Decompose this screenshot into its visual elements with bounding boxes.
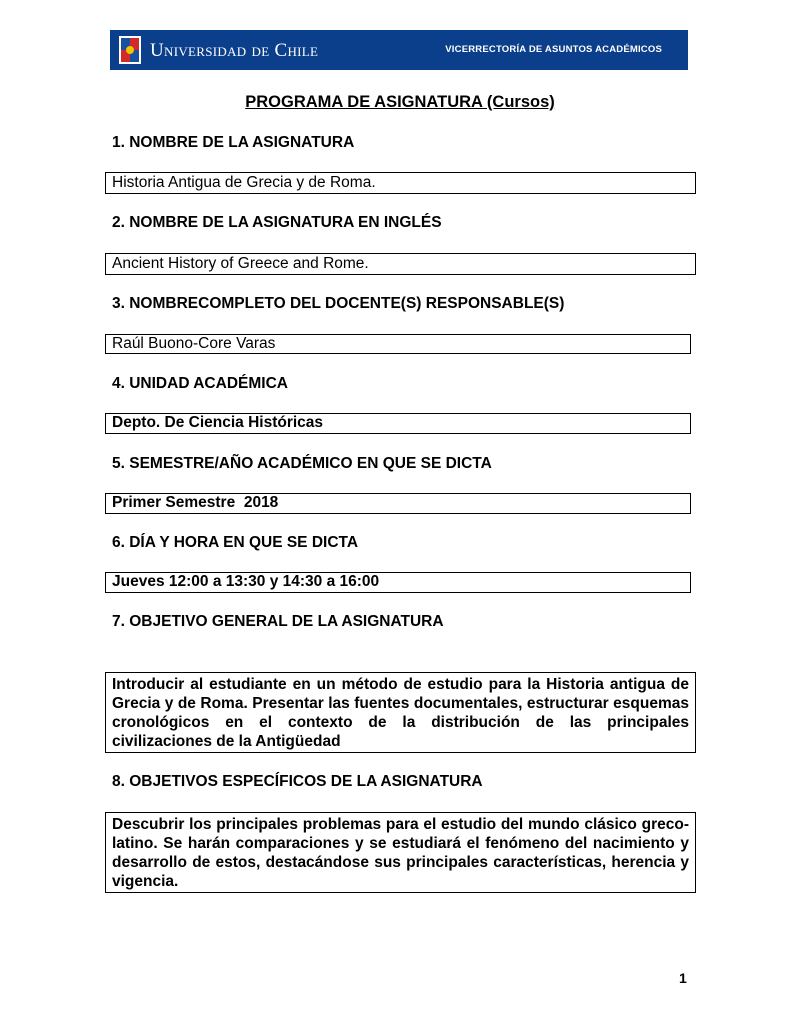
section-6-value: Jueves 12:00 a 13:30 y 14:30 a 16:00 (105, 572, 691, 593)
section-5-heading: 5. SEMESTRE/AÑO ACADÉMICO EN QUE SE DICTA (112, 455, 492, 472)
section-8-value: Descubrir los principales problemas para el estudio del mundo clásico greco-latino. Se harán comparaciones y se estudiará el fenómeno del nacimiento y desarrollo de estos, destacándose sus principales características, herencia y vigencia. (105, 812, 696, 893)
section-5-value: Primer Semestre 2018 (105, 493, 691, 514)
section-2-heading: 2. NOMBRE DE LA ASIGNATURA EN INGLÉS (112, 214, 442, 231)
page-number: 1 (679, 970, 687, 986)
university-crest-icon (118, 35, 142, 65)
section-1-heading: 1. NOMBRE DE LA ASIGNATURA (112, 134, 355, 151)
vicerrectoria-label: VICERRECTORÍA DE ASUNTOS ACADÉMICOS (445, 44, 662, 55)
section-4-heading: 4. UNIDAD ACADÉMICA (112, 375, 288, 392)
section-2-value: Ancient History of Greece and Rome. (105, 253, 696, 275)
section-3-value: Raúl Buono-Core Varas (105, 334, 691, 354)
university-name: Universidad de Chile (150, 40, 319, 61)
header-banner (110, 30, 688, 70)
section-4-value: Depto. De Ciencia Históricas (105, 413, 691, 434)
section-3-heading: 3. NOMBRECOMPLETO DEL DOCENTE(S) RESPONSABLE(S) (112, 295, 565, 312)
section-7-heading: 7. OBJETIVO GENERAL DE LA ASIGNATURA (112, 613, 444, 630)
section-1-value: Historia Antigua de Grecia y de Roma. (105, 172, 696, 194)
section-6-heading: 6. DÍA Y HORA EN QUE SE DICTA (112, 534, 359, 551)
document-title: PROGRAMA DE ASIGNATURA (Cursos) (245, 93, 555, 111)
section-7-value: Introducir al estudiante en un método de estudio para la Historia antigua de Grecia y de Roma. Presentar las fuentes documentales, estructurar esquemas cronológicos en el contexto de la distribución de las principales civilizaciones de la Antigüedad (105, 672, 696, 753)
section-8-heading: 8. OBJETIVOS ESPECÍFICOS DE LA ASIGNATURA (112, 773, 483, 790)
